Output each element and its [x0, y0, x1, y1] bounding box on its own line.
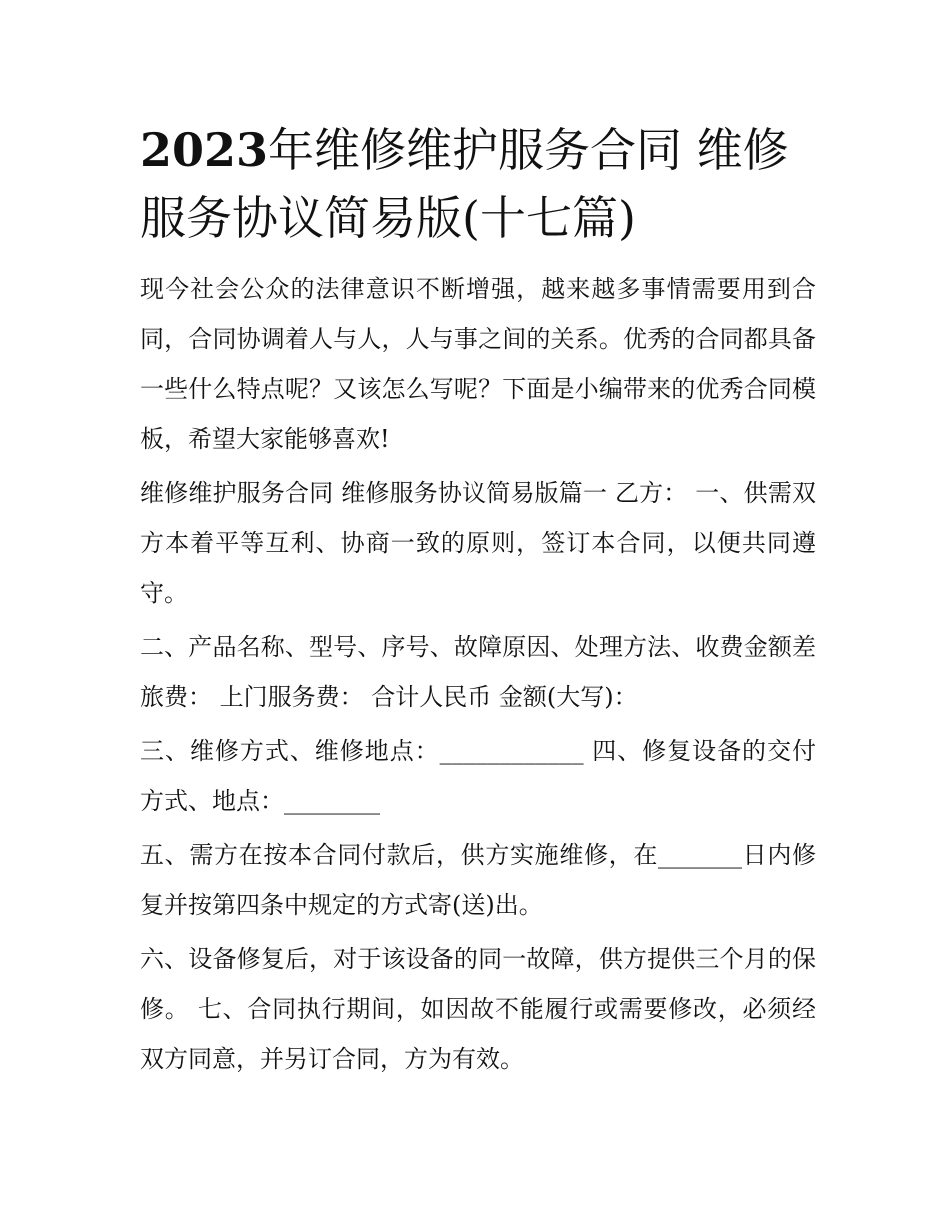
title-year: 2023 [140, 123, 269, 177]
contract-paragraph-1: 维修维护服务合同 维修服务协议简易版篇一 乙方： 一、供需双方本着平等互利、协商一致的原则，签订本合同，以便共同遵守。 [140, 479, 816, 607]
contract-paragraph-3: 三、维修方式、维修地点：____________ 四、修复设备的交付方式、地点：________ [140, 737, 816, 815]
contract-paragraph-6: 六、设备修复后，对于该设备的同一故障，供方提供三个月的保修。 七、合同执行期间，如因故不能履行或需要修改，必须经双方同意，并另订合同，方为有效。 [140, 945, 816, 1073]
document-body [140, 116, 816, 1088]
document-title [140, 116, 816, 252]
contract-paragraph-2: 二、产品名称、型号、序号、故障原因、处理方法、收费金额差旅费： 上门服务费： 合计人民币 金额(大写)： [140, 633, 816, 711]
title-text: 年维修维护服务合同 维修服务协议简易版(十七篇) [140, 123, 789, 245]
intro-paragraph: 现今社会公众的法律意识不断增强，越来越多事情需要用到合同，合同协调着人与人，人与事之间的关系。优秀的合同都具备一些什么特点呢？又该怎么写呢？下面是小编带来的优秀合同模板，希望大家能够喜欢! [140, 275, 816, 453]
contract-paragraph-5: 五、需方在按本合同付款后，供方实施维修，在_______日内修复并按第四条中规定的方式寄(送)出。 [140, 841, 816, 919]
